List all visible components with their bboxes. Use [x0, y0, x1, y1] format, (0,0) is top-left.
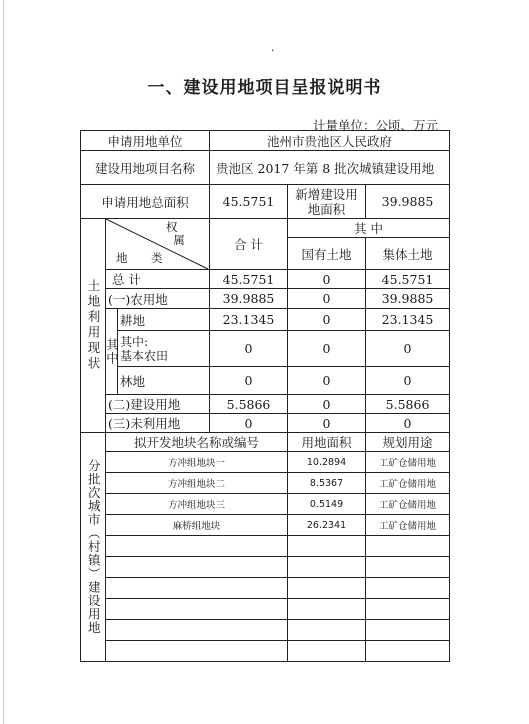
row-agri-total: 39.9885: [210, 289, 288, 309]
row-basic-farmland-state: 0: [288, 331, 366, 367]
total-header: 合 计: [210, 219, 288, 270]
parcel-use: 工矿仓储用地: [366, 515, 450, 536]
parcel-name: 方冲组地块一: [106, 452, 288, 473]
total-area-label: 申请用地总面积: [81, 185, 210, 219]
empty-cell: [288, 620, 366, 641]
parcel-area: 0.5149: [288, 494, 366, 515]
row-farmland-collective: 23.1345: [366, 309, 450, 331]
parcel-row: [81, 473, 450, 494]
applicant-value: 池州市贵池区人民政府: [210, 131, 450, 151]
empty-cell: [288, 641, 366, 662]
empty-parcel-row: [81, 536, 450, 557]
row-farmland-state: 0: [288, 309, 366, 331]
row-forest-total: 0: [210, 367, 288, 395]
parcel-row: [81, 494, 450, 515]
project-name-label: 建设用地项目名称: [81, 151, 210, 185]
empty-cell: [288, 599, 366, 620]
parcel-name: 麻桥组地块: [106, 515, 288, 536]
row-construction-total: 5.5866: [210, 395, 288, 414]
parcel-area: 10.2894: [288, 452, 366, 473]
empty-cell: [288, 557, 366, 578]
new-area-value: 39.9885: [366, 185, 450, 219]
row-farmland-label: 耕地: [118, 309, 210, 331]
row-construction-state: 0: [288, 395, 366, 414]
row-forest-collective: 0: [366, 367, 450, 395]
empty-parcel-row: [81, 557, 450, 578]
row-unused-collective: 0: [366, 414, 450, 433]
row-construction-collective: 5.5866: [366, 395, 450, 414]
parcel-area: 26.2341: [288, 515, 366, 536]
row-unused-state: 0: [288, 414, 366, 433]
empty-cell: [366, 620, 450, 641]
row-unused-total: 0: [210, 414, 288, 433]
empty-parcel-row: [81, 620, 450, 641]
parcel-name-header: 拟开发地块名称或编号: [106, 433, 288, 452]
row-total-label: 总 计: [106, 270, 210, 289]
empty-cell: [106, 578, 288, 599]
parcel-area-header: 用地面积: [288, 433, 366, 452]
ownership-header: 权 属: [166, 220, 185, 247]
parcel-row: [81, 452, 450, 473]
empty-cell: [288, 536, 366, 557]
category-diagonal-header: [106, 219, 210, 270]
empty-parcel-row: [81, 641, 450, 662]
empty-cell: [106, 599, 288, 620]
parcel-name: 方冲组地块三: [106, 494, 288, 515]
empty-cell: [106, 536, 288, 557]
new-area-label: 新增建设用地面积: [288, 185, 366, 219]
row-basic-farmland-collective: 0: [366, 331, 450, 367]
page-edge-rule: [3, 0, 4, 724]
row-total-total: 45.5751: [210, 270, 288, 289]
total-area-value: 45.5751: [210, 185, 288, 219]
landuse-section-label: 土地利用现状: [81, 219, 106, 433]
row-construction-label: (二)建设用地: [106, 395, 210, 414]
state-land-header: 国有土地: [288, 238, 366, 270]
parcel-row: [81, 515, 450, 536]
page-title: 一、建设用地项目呈报说明书: [147, 78, 382, 98]
empty-cell: [366, 599, 450, 620]
row-agri-label: (一)农用地: [106, 289, 210, 309]
row-farmland-total: 23.1345: [210, 309, 288, 331]
empty-cell: [106, 557, 288, 578]
empty-cell: [366, 641, 450, 662]
empty-cell: [106, 620, 288, 641]
row-agri-state: 0: [288, 289, 366, 309]
empty-cell: [288, 578, 366, 599]
row-basic-farmland-total: 0: [210, 331, 288, 367]
among-header: 其 中: [288, 219, 450, 238]
empty-cell: [366, 578, 450, 599]
land-type-header: 地 类: [116, 251, 173, 265]
parcel-section-label: 分批次城市（村镇）建设用地: [81, 433, 106, 662]
row-unused-label: (三)未利用地: [106, 414, 210, 433]
empty-cell: [366, 536, 450, 557]
parcel-use: 工矿仓储用地: [366, 494, 450, 515]
empty-parcel-row: [81, 599, 450, 620]
parcel-use: 工矿仓储用地: [366, 452, 450, 473]
qizhong-label: 其中: [106, 309, 118, 395]
empty-cell: [366, 557, 450, 578]
empty-cell: [106, 641, 288, 662]
row-agri-collective: 39.9885: [366, 289, 450, 309]
header-dot: ·: [271, 44, 275, 57]
row-forest-label: 林地: [118, 367, 210, 395]
collective-land-header: 集体土地: [366, 238, 450, 270]
row-forest-state: 0: [288, 367, 366, 395]
parcel-use: 工矿仓储用地: [366, 473, 450, 494]
project-name-value: 贵池区 2017 年第 8 批次城镇建设用地: [210, 151, 450, 185]
row-basic-farmland-label: 其中: 基本农田: [118, 331, 210, 367]
row-total-collective: 45.5751: [366, 270, 450, 289]
parcel-area: 8.5367: [288, 473, 366, 494]
unit-label: 计量单位：公顷、万元: [312, 118, 438, 133]
empty-parcel-row: [81, 578, 450, 599]
applicant-label: 申请用地单位: [81, 131, 210, 151]
parcel-name: 方冲组地块二: [106, 473, 288, 494]
project-table: [80, 130, 450, 662]
parcel-use-header: 规划用途: [366, 433, 450, 452]
row-total-state: 0: [288, 270, 366, 289]
